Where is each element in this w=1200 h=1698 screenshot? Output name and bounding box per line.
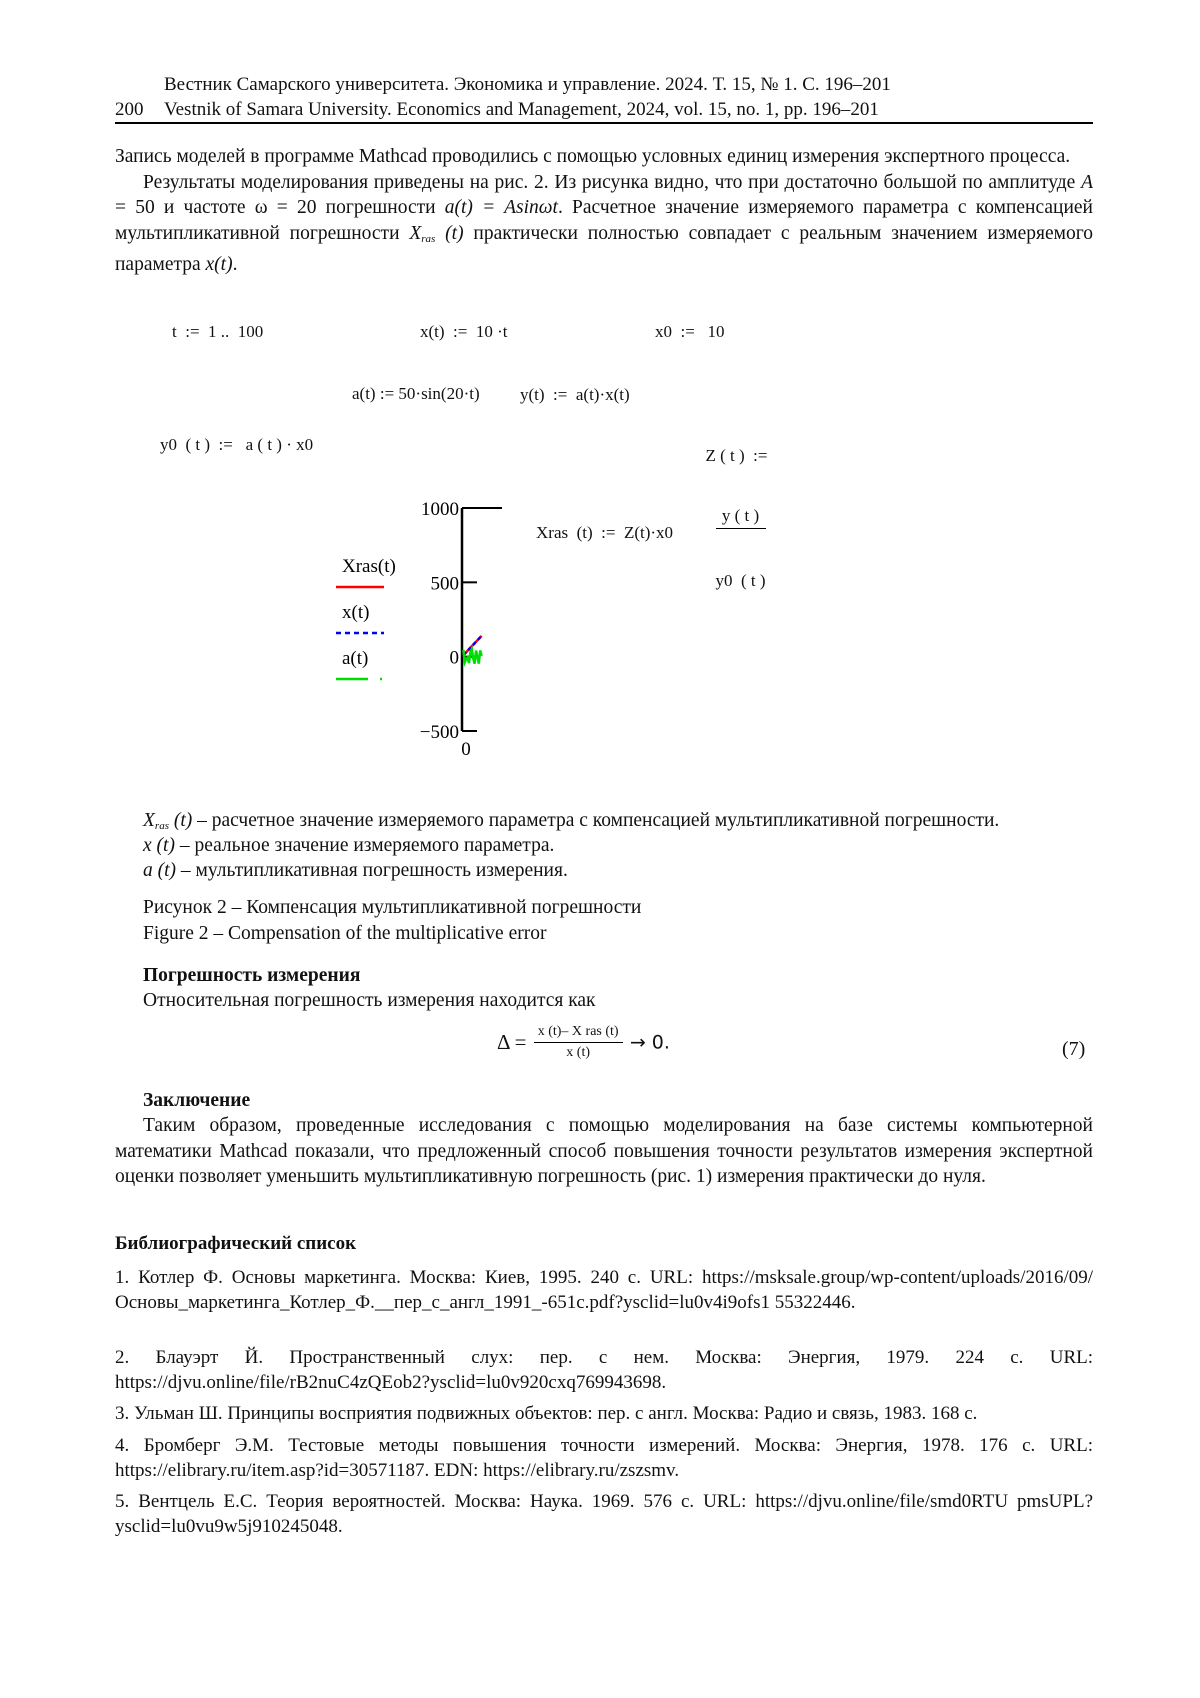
- mathcad-x0-definition: x0 := 10: [655, 322, 725, 341]
- mathcad-y0-definition: y0 ( t ) := a ( t ) · x0: [160, 435, 314, 454]
- figure-caption-ru: Рисунок 2 – Компенсация мультипликативной погрешности: [143, 897, 642, 918]
- note-x: x (t) – реальное значение измеряемого параметра.: [143, 835, 555, 856]
- bibliography-heading: Библиографический список: [115, 1233, 357, 1254]
- figure-caption-en: Figure 2 – Compensation of the multiplicative error: [143, 923, 547, 944]
- conclusion-text: Таким образом, проведенные исследования с помощью моделирования на базе системы компьютерной математики Mathcad показали, что предложенный способ повышения точности результатов измерения экспертной оценки позволяет уменьшить мультипликативную погрешность (рис. 1) измерения практически до нуля.: [115, 1115, 1093, 1187]
- mathcad-xras-definition: Xras (t) := Z(t)·x0: [536, 523, 674, 542]
- y-tick-label: 0: [449, 647, 459, 669]
- bibliography-item: 5. Вентцель Е.С. Теория вероятностей. Москва: Наука. 1969. 576 с. URL: https://djvu.online/file/smd0RTU pmsUPL?ysclid=lu0vu9w5j910245048.: [115, 1491, 1093, 1537]
- intro-text: [115, 144, 1093, 278]
- mathcad-t-definition: t := 1 .. 100: [172, 322, 264, 341]
- section-error-text: Относительная погрешность измерения находится как: [143, 990, 596, 1011]
- legend-label: x(t): [342, 602, 370, 623]
- y-tick-label: 1000: [421, 499, 459, 520]
- header-rule: [115, 122, 1093, 124]
- legend-label: a(t): [342, 648, 369, 669]
- bibliography-item: 2. Блауэрт Й. Пространственный слух: пер. с нем. Москва: Энергия, 1979. 224 с. URL: https://djvu.online/file/rB2nuC4zQEob2?ysclid=lu0v920cxq769943698.: [115, 1347, 1093, 1393]
- section-heading-conclusion: Заключение: [143, 1090, 251, 1111]
- mathcad-z-definition: Z ( t ) := $\frac{y ( t )}{y0 ( t )}$: [705, 446, 768, 591]
- page-number: 200: [115, 99, 144, 120]
- journal-header-en: Vestnik of Samara University. Economics and Management, 2024, vol. 15, no. 1, pp. 196–201: [164, 99, 879, 120]
- y-tick-label: −500: [419, 722, 459, 743]
- note-a: a (t) – мультипликативная погрешность измерения.: [143, 860, 568, 881]
- journal-header-ru: Вестник Самарского университета. Экономика и управление. 2024. Т. 15, № 1. С. 196–201: [164, 74, 891, 95]
- note-xras: $X_{ras}$ (t) – расчетное значение измеряемого параметра с компенсацией мультипликативной погрешности.: [143, 810, 1000, 832]
- legend-label: Xras(t): [342, 556, 396, 577]
- bibliography-item: 4. Бромберг Э.М. Тестовые методы повышения точности измерений. Москва: Энергия, 1978. 176 с. URL: https://elibrary.ru/item.asp?id=30571187. EDN: https://elibrary.ru/zszsmv.: [115, 1435, 1093, 1481]
- x-tick-label: 0: [461, 739, 471, 760]
- y-tick-label: 500: [430, 573, 459, 595]
- mathcad-y-definition: y(t) := a(t)·x(t): [520, 385, 630, 404]
- intro-paragraph-2: Результаты моделирования приведены на рис. 2. Из рисунка видно, что при достаточно большой по амплитуде A = 50 и частоте ω = 20 погрешности a(t) = Asinωt. Расчетное значение измеряемого параметра с компенсацией мультипликативной погрешности $X_{ras}$ (t) практически полностью совпадает с реальным значением измеряемого параметра x(t).: [115, 171, 1093, 275]
- equation-7: Δ = $\frac{\text{x (t)– X ras (t)}}{x (t)}$ → 0.: [497, 1024, 670, 1060]
- mathcad-a-definition: a(t) := 50·sin(20·t): [352, 384, 480, 403]
- section-heading-error: Погрешность измерения: [143, 965, 361, 986]
- bibliography-item: 3. Ульман Ш. Принципы восприятия подвижных объектов: пер. с англ. Москва: Радио и связь, 1983. 168 с.: [115, 1403, 978, 1424]
- compensation-chart: [320, 495, 520, 770]
- mathcad-x-definition: x(t) := 10 ·t: [420, 322, 508, 341]
- intro-paragraph-1: Запись моделей в программе Mathcad проводились с помощью условных единиц измерения экспертного процесса.: [115, 146, 1071, 167]
- bibliography-item: 1. Котлер Ф. Основы маркетинга. Москва: Киев, 1995. 240 с. URL: https://msksale.group/wp-content/uploads/2016/09/Основы_маркетинга_Котлер_Ф.__пер_с_англ_1991_-651c.pdf?ysclid=lu0v4i9ofs1 55322446.: [115, 1267, 1093, 1313]
- equation-number: (7): [1062, 1038, 1086, 1060]
